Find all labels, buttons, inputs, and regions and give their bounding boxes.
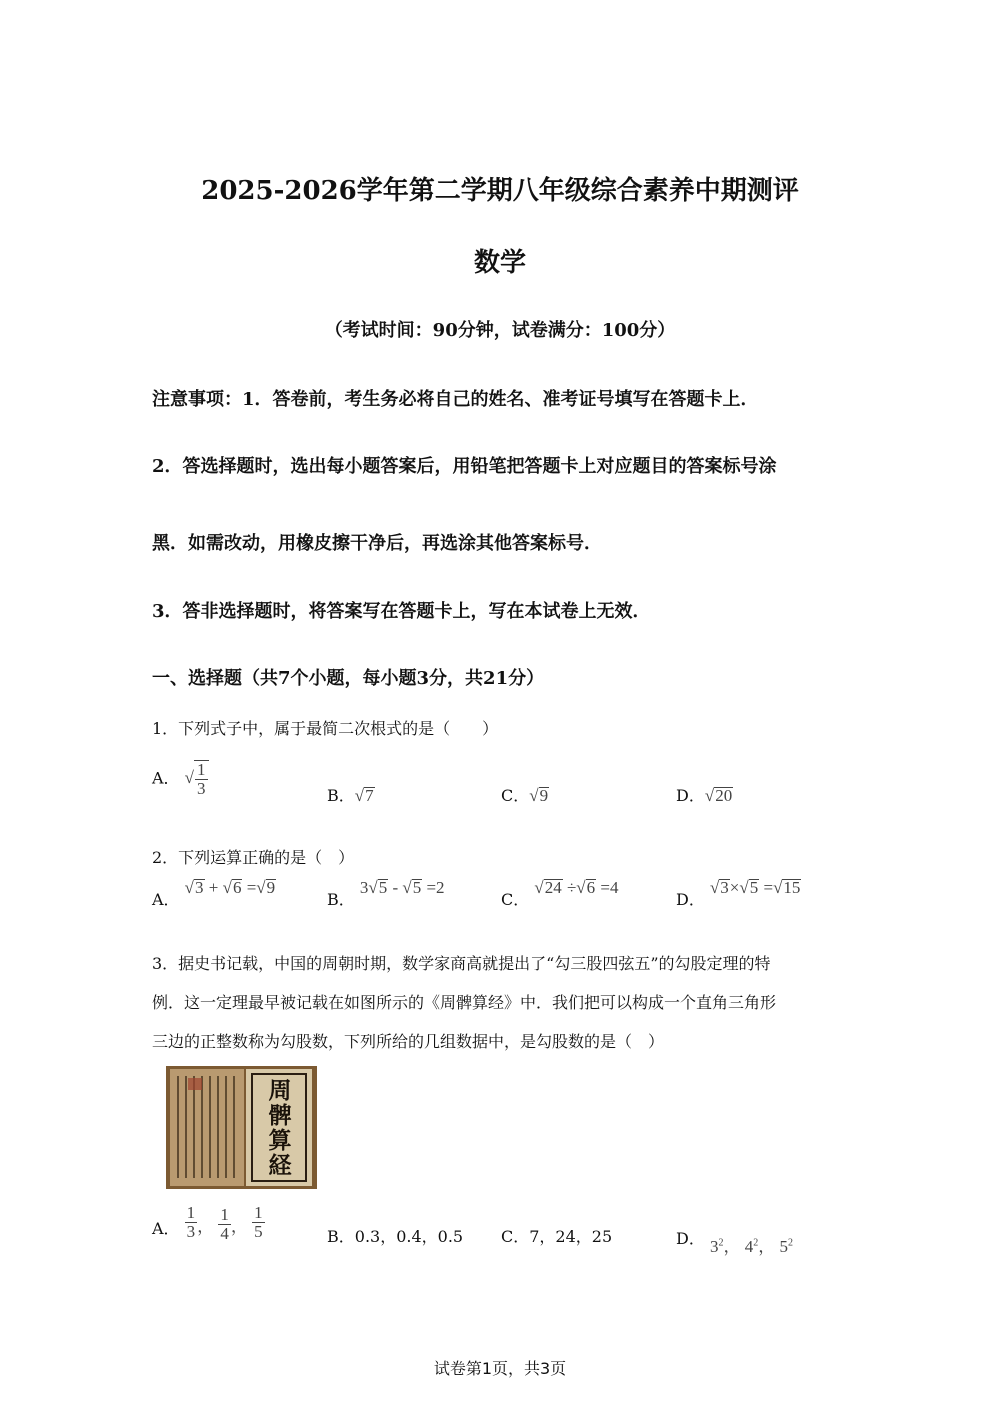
- subject-title: 数学: [473, 248, 526, 278]
- sqrt-fraction: √ $\frac{1}{3}$: [185, 768, 209, 787]
- q1-stem: 1．下列式子中，属于最简二次根式的是（ ）: [152, 719, 499, 738]
- q3-option-a: A． $\frac{1}{3}$ ， $\frac{1}{4}$ ， $\frac{1}{5}$: [152, 1203, 263, 1243]
- book-title-calligraphy: 周髀算経: [268, 1077, 292, 1179]
- q2-option-d: D． √3×√5 =√15: [676, 878, 801, 909]
- q1-option-b: B．√7: [327, 786, 374, 805]
- q2-option-a: A． √3 + √6 =√9: [152, 878, 276, 909]
- option-label: A．: [152, 1219, 180, 1239]
- q3-option-d: D． $3^2$， $4^2$， $5^2$: [676, 1229, 793, 1256]
- fraction-denominator: 3: [197, 779, 206, 798]
- notice-line-4: 3．答非选择题时，将答案写在答题卡上，写在本试卷上无效．: [152, 601, 651, 622]
- q1-option-a: [152, 760, 209, 798]
- q2-stem: 2．下列运算正确的是（ ）: [152, 848, 355, 867]
- notice-line-2: 2．答选择题时，选出每小题答案后，用铅笔把答题卡上对应题目的答案标号涂: [152, 456, 777, 477]
- q3-line-3: 三边的正整数称为勾股数，下列所给的几组数据中，是勾股数的是（ ）: [152, 1032, 665, 1051]
- option-label: D．: [676, 1229, 705, 1248]
- q3-option-c: C．7，24，25: [501, 1227, 613, 1246]
- radicand: 9: [539, 786, 549, 805]
- exam-title: 2025-2026学年第二学期八年级综合素养中期测评: [201, 176, 799, 206]
- q3-line-1: 3．据史书记载，中国的周朝时期，数学家商高就提出了“勾三股四弦五”的勾股定理的特: [152, 954, 771, 973]
- radicand: 20: [715, 786, 733, 805]
- page-footer: 试卷第1页，共3页: [433, 1359, 567, 1378]
- option-label: A．: [152, 890, 180, 909]
- q3-line-2: 例．这一定理最早被记载在如图所示的《周髀算经》中．我们把可以构成一个直角三角形: [152, 993, 777, 1012]
- radicand: 7: [365, 786, 374, 805]
- q1-option-c: C．√9: [501, 786, 549, 805]
- exam-info: （考试时间：90分钟，试卷满分：100分）: [324, 320, 676, 341]
- notice-line-1: 注意事项：1．答卷前，考生务必将自己的姓名、准考证号填写在答题卡上．: [152, 389, 759, 410]
- option-label: C．: [501, 890, 530, 909]
- option-label: D．: [676, 890, 705, 909]
- option-label: B．: [327, 890, 355, 909]
- option-label: B．: [327, 786, 355, 805]
- q2-option-c: C． √24 ÷√6 =4: [501, 878, 619, 909]
- option-label: A．: [152, 768, 180, 788]
- option-label: D．: [676, 786, 705, 805]
- q1-option-d: D．√20: [676, 786, 733, 805]
- zhoubi-suanjing-image: [166, 1066, 317, 1189]
- section-heading: 一、选择题（共7个小题，每小题3分，共21分）: [152, 668, 545, 689]
- fraction-numerator: 1: [197, 760, 206, 779]
- q3-option-b: B．0.3，0.4，0.5: [327, 1227, 464, 1246]
- q2-option-b: B． 3√5 - √5 =2: [327, 878, 445, 909]
- notice-line-3: 黑．如需改动，用橡皮擦干净后，再选涂其他答案标号．: [152, 533, 602, 554]
- option-label: C．: [501, 786, 530, 805]
